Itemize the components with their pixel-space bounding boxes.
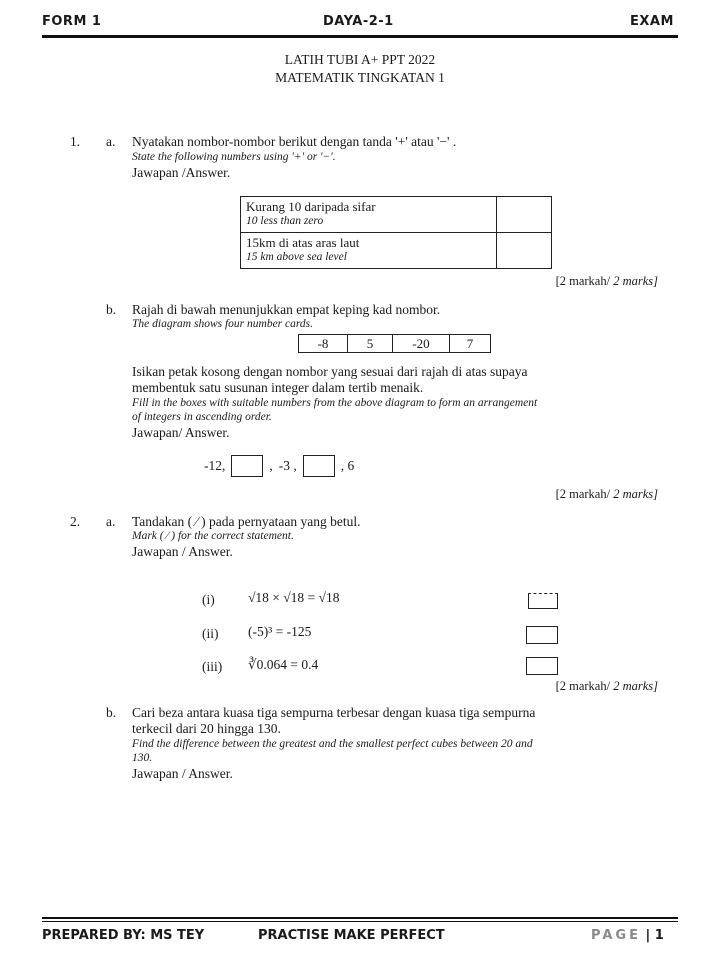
tick-box-2[interactable] [526, 626, 558, 644]
table-row [241, 197, 552, 233]
question-2b-text-en-2: 130. [132, 752, 153, 764]
question-1b-marks: [2 markah/ 2 marks] [555, 487, 658, 501]
ascending-sequence [204, 455, 354, 477]
footer-rule-top [42, 917, 678, 919]
question-1b-label: b. [106, 302, 117, 317]
question-2a-text-ms: Tandakan ( ⁄ ) pada pernyataan yang betul. [132, 514, 361, 529]
question-2a-label: a. [106, 514, 116, 529]
header-rule [42, 35, 678, 38]
question-1a-label: a. [106, 134, 116, 149]
question-1b-instr-en-1: Fill in the boxes with suitable numbers from the above diagram to form an arrangement [132, 397, 538, 409]
seq-value-3: , 6 [340, 458, 355, 473]
question-1a-text-en: State the following numbers using '+' or '−'. [132, 151, 336, 163]
question-2b-text-ms-2: terkecil dari 20 hingga 130. [132, 721, 281, 736]
question-2a-marks: [2 markah/ 2 marks] [555, 679, 658, 693]
question-2b-text-en-1: Find the difference between the greatest and the smallest perfect cubes between 20 and [132, 738, 533, 750]
row-1-ms: Kurang 10 daripada sifar [246, 199, 376, 214]
footer-rule-bottom [42, 921, 678, 922]
tick-box-3[interactable] [526, 657, 558, 675]
number-card: -20 [393, 335, 450, 352]
statement-2-num: (ii) [202, 626, 219, 641]
answer-box-1[interactable] [231, 455, 263, 477]
footer-prepared-by: PREPARED BY: MS TEY [42, 928, 205, 943]
statement-2-expr: (-5)³ = -125 [248, 624, 312, 639]
question-1b-instr-ms-1: Isikan petak kosong dengan nombor yang sesuai dari rajah di atas supaya [132, 364, 528, 379]
header-code: DAYA-2-1 [323, 14, 394, 29]
question-2a-text-en: Mark ( ⁄ ) for the correct statement. [132, 530, 294, 542]
row-1-en: 10 less than zero [246, 215, 324, 227]
answer-box-2[interactable] [303, 455, 335, 477]
seq-value-2: -3 , [278, 458, 297, 473]
question-2b-answer-label: Jawapan / Answer. [132, 766, 233, 781]
statement-3-num: (iii) [202, 659, 223, 674]
statement-1-num: (i) [202, 592, 215, 607]
question-1b-instr-ms-2: membentuk satu susunan integer dalam tertib menaik. [132, 380, 424, 395]
header-form: FORM 1 [42, 14, 102, 29]
row-1-answer-cell[interactable] [497, 197, 552, 233]
seq-comma: , [269, 458, 273, 473]
title-line-1: LATIH TUBI A+ PPT 2022 [284, 52, 436, 67]
question-1b-instr-en-2: of integers in ascending order. [132, 411, 272, 423]
header-exam: EXAM [630, 14, 674, 29]
table-row [241, 233, 552, 269]
question-1a-marks: [2 markah/ 2 marks] [555, 274, 658, 288]
page-label: PAGE [591, 928, 641, 943]
footer-page [591, 928, 664, 943]
row-2-en: 15 km above sea level [246, 251, 347, 263]
number-card: 5 [348, 335, 393, 352]
number-cards [298, 334, 491, 353]
number-card: -8 [299, 335, 348, 352]
row-2-answer-cell[interactable] [497, 233, 552, 269]
question-1a-answer-label: Jawapan /Answer. [132, 165, 231, 180]
title-line-2: MATEMATIK TINGKATAN 1 [275, 70, 445, 85]
question-1b-text-en: The diagram shows four number cards. [132, 318, 314, 330]
page-number: | 1 [645, 928, 664, 943]
question-2b-text-ms-1: Cari beza antara kuasa tiga sempurna terbesar dengan kuasa tiga sempurna [132, 705, 536, 720]
question-2-number: 2. [70, 514, 81, 529]
question-2a-answer-label: Jawapan / Answer. [132, 544, 233, 559]
row-2-ms: 15km di atas aras laut [246, 235, 360, 250]
question-1a-table [240, 196, 552, 269]
question-1b-answer-label: Jawapan/ Answer. [132, 425, 230, 440]
number-card: 7 [466, 336, 474, 351]
footer-motto: PRACTISE MAKE PERFECT [258, 928, 445, 943]
statement-3-expr: ∛0.064 = 0.4 [248, 657, 319, 672]
question-1b-text-ms: Rajah di bawah menunjukkan empat keping kad nombor. [132, 302, 441, 317]
tick-box-1[interactable] [528, 593, 558, 609]
question-1a-text-ms: Nyatakan nombor-nombor berikut dengan tanda '+' atau '−' . [132, 134, 457, 149]
seq-value-1: -12, [204, 458, 226, 473]
statement-1-expr: √18 × √18 = √18 [248, 590, 340, 605]
question-2b-label: b. [106, 705, 117, 720]
question-1-number: 1. [70, 134, 81, 149]
